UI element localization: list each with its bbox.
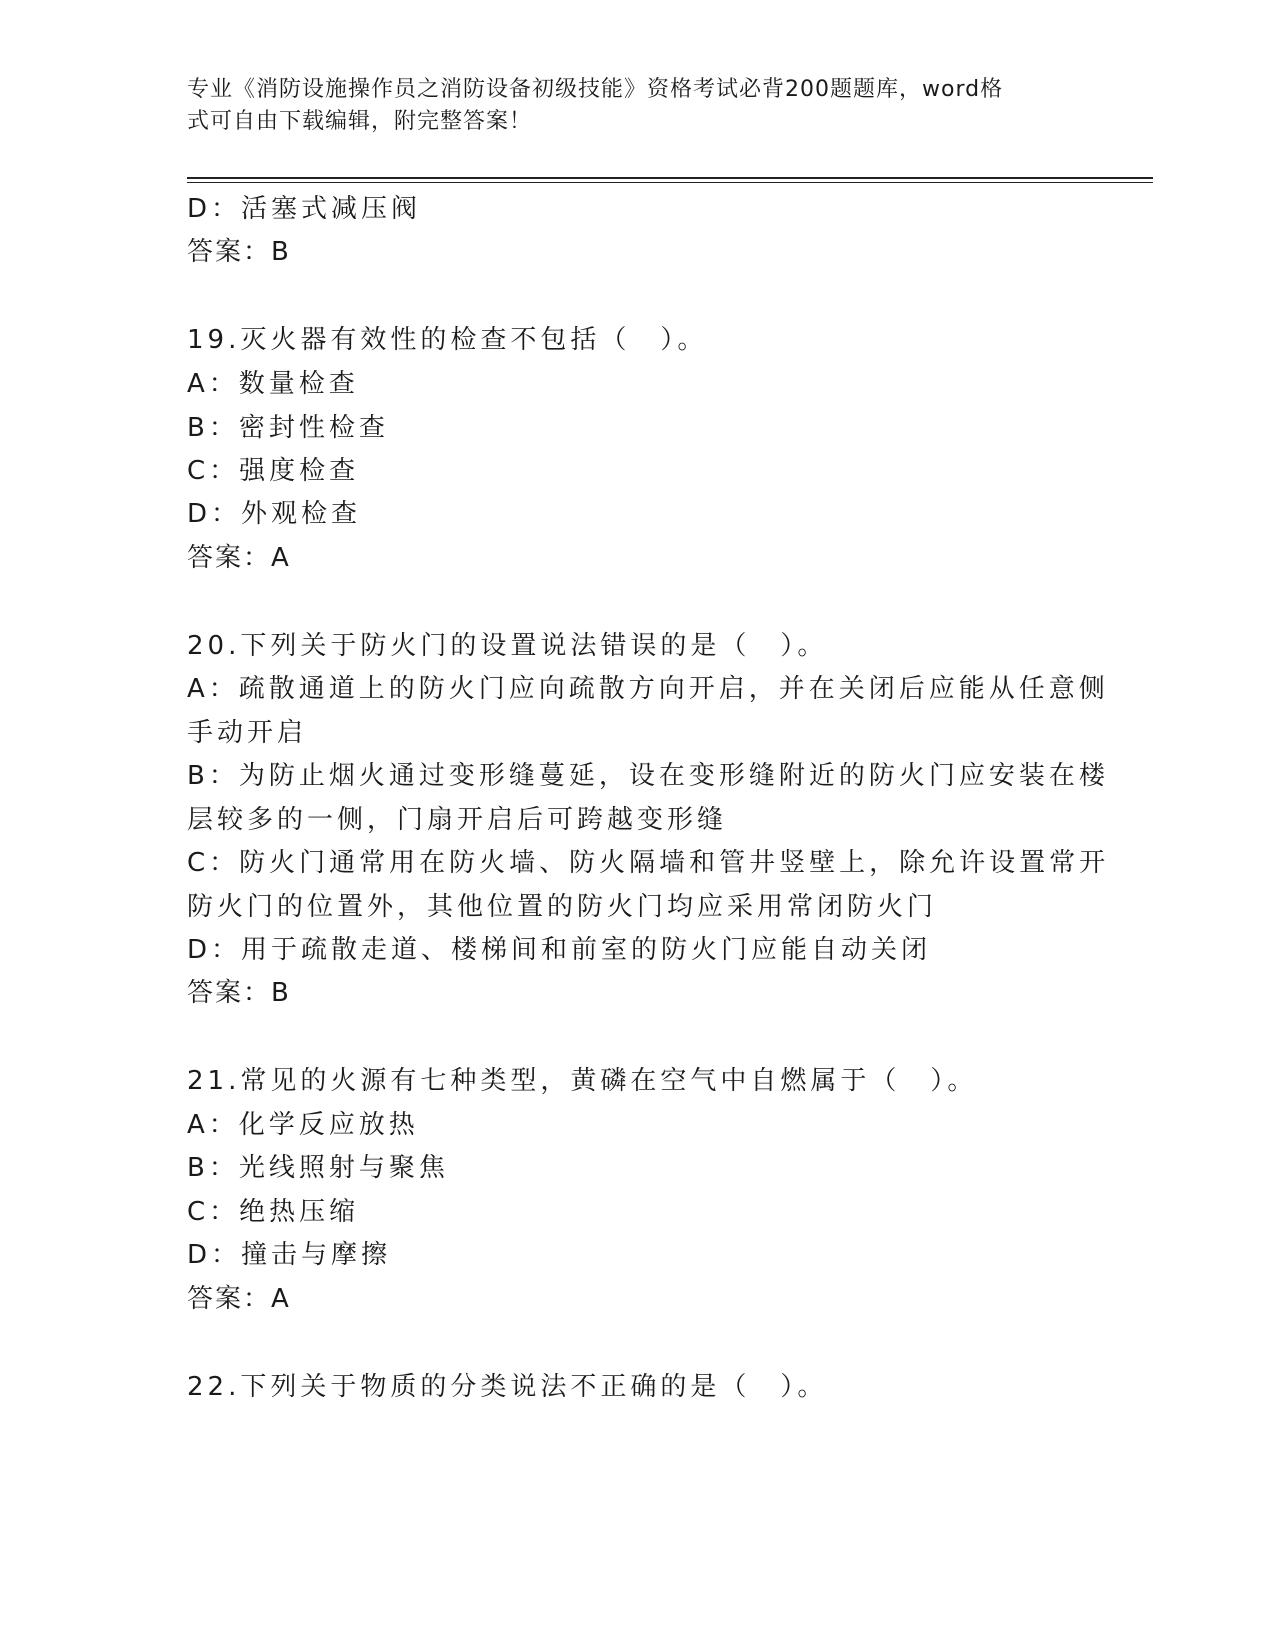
option-line: A：化学反应放热 (187, 1110, 419, 1140)
question-line: 22.下列关于物质的分类说法不正确的是（ ）。 (187, 1372, 828, 1402)
option-line-continued: 层较多的一侧，门扇开启后可跨越变形缝 (187, 805, 728, 835)
answer-line: 答案：B (187, 237, 291, 267)
answer-line: 答案：B (187, 978, 291, 1008)
question-line: 20.下列关于防火门的设置说法错误的是（ ）。 (187, 631, 828, 661)
option-line: C：强度检查 (187, 456, 360, 486)
option-line: A：疏散通道上的防火门应向疏散方向开启，并在关闭后应能从任意侧 (187, 674, 1109, 704)
answer-line: 答案：A (187, 543, 291, 573)
option-line: D：活塞式减压阀 (187, 194, 422, 224)
header-divider-thick (187, 177, 1153, 179)
option-line: B：光线照射与聚焦 (187, 1153, 449, 1183)
option-line: C：防火门通常用在防火墙、防火隔墙和管井竖壁上，除允许设置常开 (187, 848, 1110, 878)
question-line: 19.灭火器有效性的检查不包括（ ）。 (187, 325, 708, 355)
option-line-continued: 防火门的位置外，其他位置的防火门均应采用常闭防火门 (187, 892, 938, 922)
option-line: C：绝热压缩 (187, 1197, 360, 1227)
header-line-1: 专业《消防设施操作员之消防设备初级技能》资格考试必背200题题库，word格 (187, 77, 1004, 102)
option-line: D：撞击与摩擦 (187, 1240, 392, 1270)
option-line: B：为防止烟火通过变形缝蔓延，设在变形缝附近的防火门应安装在楼 (187, 761, 1109, 791)
option-line-continued: 手动开启 (187, 718, 308, 748)
question-line: 21.常见的火源有七种类型，黄磷在空气中自燃属于（ ）。 (187, 1066, 978, 1096)
header-divider-thin (187, 182, 1153, 183)
option-line: A：数量检查 (187, 369, 359, 399)
option-line: D：用于疏散走道、楼梯间和前室的防火门应能自动关闭 (187, 935, 932, 965)
header-line-2: 式可自由下载编辑，附完整答案！ (187, 109, 533, 134)
document-header (187, 74, 1067, 138)
option-line: B：密封性检查 (187, 413, 389, 443)
answer-line: 答案：A (187, 1284, 291, 1314)
option-line: D：外观检查 (187, 499, 362, 529)
